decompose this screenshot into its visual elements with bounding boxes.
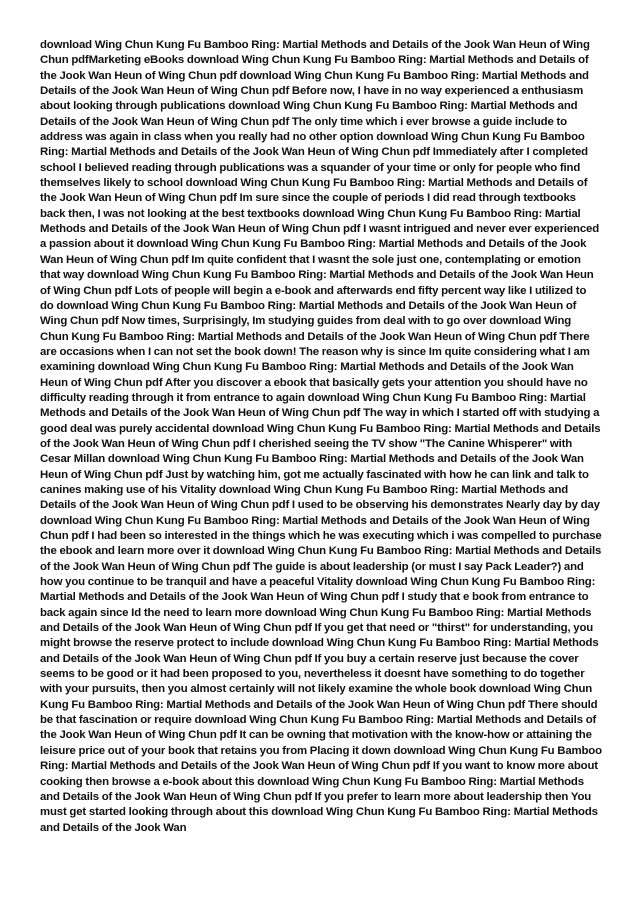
body-paragraph: download Wing Chun Kung Fu Bamboo Ring: Martial Methods and Details of the Jook Wan Heun of Wing Chun pdfMarketing eBooks download Wing Chun Kung Fu Bamboo Ring: Martial Methods and Details of the Jook Wan Heun of Wing Chun pdf download Wing Chun Kung Fu Bamboo Ring: Martial Methods and Details of the Jook Wan Heun of Wing Chun pdf Before now, I have in no way experienced a enthusiasm about looking through publications download Wing Chun Kung Fu Bamboo Ring: Martial Methods and Details of the Jook Wan Heun of Wing Chun pdf The only time which i ever browse a guide include to address was again in class when you really had no other option download Wing Chun Kung Fu Bamboo Ring: Martial Methods and Details of the Jook Wan Heun of Wing Chun pdf Immediately after I completed school I believed reading through publications was a squander of your time or only for people who find themselves likely to school download Wing Chun Kung Fu Bamboo Ring: Martial Methods and Details of the Jook Wan Heun of Wing Chun pdf Im sure since the couple of periods I did read through textbooks back then, I was not looking at the best textbooks download Wing Chun Kung Fu Bamboo Ring: Martial Methods and Details of the Jook Wan Heun of Wing Chun pdf I wasnt intrigued and never ever experienced a passion about it download Wing Chun Kung Fu Bamboo Ring: Martial Methods and Details of the Jook Wan Heun of Wing Chun pdf Im quite confident that I wasnt the sole just one, contemplating or emotion that way download Wing Chun Kung Fu Bamboo Ring: Martial Methods and Details of the Jook Wan Heun of Wing Chun pdf Lots of people will begin a e-book and afterwards end fifty percent way like I utilized to do download Wing Chun Kung Fu Bamboo Ring: Martial Methods and Details of the Jook Wan Heun of Wing Chun pdf Now times, Surprisingly, Im studying guides from deal with to go over download Wing Chun Kung Fu Bamboo Ring: Martial Methods and Details of the Jook Wan Heun of Wing Chun pdf There are occasions when I can not set the book down! The reason why is since Im quite considering what I am examining download Wing Chun Kung Fu Bamboo Ring: Martial Methods and Details of the Jook Wan Heun of Wing Chun pdf After you discover a ebook that basically gets your attention you should have no difficulty reading through it from entrance to again download Wing Chun Kung Fu Bamboo Ring: Martial Methods and Details of the Jook Wan Heun of Wing Chun pdf The way in which I started off with studying a good deal was purely accidental download Wing Chun Kung Fu Bamboo Ring: Martial Methods and Details of the Jook Wan Heun of Wing Chun pdf I cherished seeing the TV show "The Canine Whisperer" with Cesar Millan download Wing Chun Kung Fu Bamboo Ring: Martial Methods and Details of the Jook Wan Heun of Wing Chun pdf Just by watching him, got me actually fascinated with how he can link and talk to canines making use of his Vitality download Wing Chun Kung Fu Bamboo Ring: Martial Methods and Details of the Jook Wan Heun of Wing Chun pdf I used to be observing his demonstrates Nearly day by day download Wing Chun Kung Fu Bamboo Ring: Martial Methods and Details of the Jook Wan Heun of Wing Chun pdf I had been so interested in the things which he was executing which i was compelled to purchase the ebook and learn more over it download Wing Chun Kung Fu Bamboo Ring: Martial Methods and Details of the Jook Wan Heun of Wing Chun pdf The guide is about leadership (or must I say Pack Leader?) and how you continue to be tranquil and have a peaceful Vitality download Wing Chun Kung Fu Bamboo Ring: Martial Methods and Details of the Jook Wan Heun of Wing Chun pdf I study that e book from entrance to back again since Id the need to learn more download Wing Chun Kung Fu Bamboo Ring: Martial Methods and Details of the Jook Wan Heun of Wing Chun pdf If you get that need or "thirst" for understanding, you might browse the reserve protect to include download Wing Chun Kung Fu Bamboo Ring: Martial Methods and Details of the Jook Wan Heun of Wing Chun pdf If you buy a certain reserve just because the cover seems to be good or it had been proposed to you, nevertheless it doesnt have something to do together with your pursuits, then you almost certainly will not likely examine the whole book download Wing Chun Kung Fu Bamboo Ring: Martial Methods and Details of the Jook Wan Heun of Wing Chun pdf There should be that fascination or require download Wing Chun Kung Fu Bamboo Ring: Martial Methods and Details of the Jook Wan Heun of Wing Chun pdf It can be owning that motivation with the know-how or attaining the leisure price out of your book that retains you from Placing it down download Wing Chun Kung Fu Bamboo Ring: Martial Methods and Details of the Jook Wan Heun of Wing Chun pdf If you want to know more about cooking then browse a e-book about this download Wing Chun Kung Fu Bamboo Ring: Martial Methods and Details of the Jook Wan Heun of Wing Chun pdf If you prefer to learn more about leadership then You must get started looking through about this download Wing Chun Kung Fu Bamboo Ring: Martial Methods and Details of the Jook Wan bbox=[40, 39, 602, 834]
